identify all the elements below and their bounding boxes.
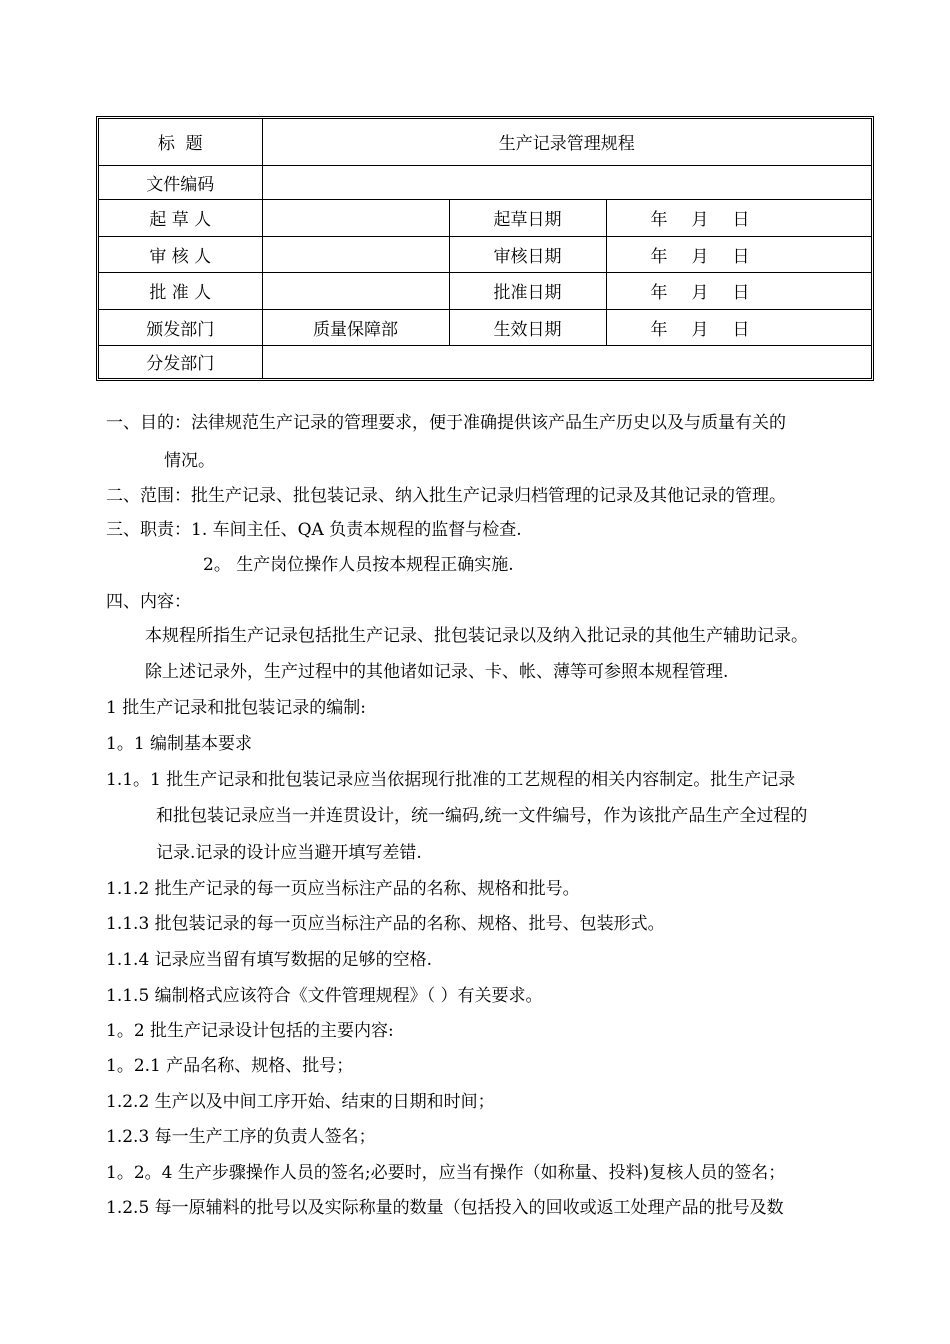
item-1-1-2: 1.1.2 批生产记录的每一页应当标注产品的名称、规格和批号。 — [106, 879, 580, 899]
month-label: 月 — [691, 210, 709, 230]
file-code-label: 文件编码 — [99, 165, 262, 199]
item-1-1-1-cont-1: 和批包装记录应当一并连贯设计，统一编码,统一文件编号，作为该批产品生产全过程的 — [156, 806, 808, 826]
approver-value — [262, 272, 449, 309]
duty-item-2: 2。 生产岗位操作人员按本规程正确实施. — [203, 555, 514, 575]
month-label: 月 — [691, 319, 709, 340]
item-1-1-5: 1.1.5 编制格式应该符合《文件管理规程》（ ）有关要求。 — [106, 986, 543, 1006]
item-1-2-5: 1.2.5 每一原辅料的批号以及实际称量的数量（包括投入的回收或返工处理产品的批号及数 — [106, 1198, 784, 1218]
year-label: 年 — [650, 319, 668, 340]
item-1-1-4: 1.1.4 记录应当留有填写数据的足够的空格. — [106, 950, 433, 970]
effective-date-label: 生效日期 — [449, 309, 606, 345]
content-paragraph-1: 本规程所指生产记录包括批生产记录、批包装记录以及纳入批记录的其他生产辅助记录。 — [145, 626, 808, 646]
file-code-value — [262, 165, 871, 199]
effective-date-value — [606, 309, 871, 345]
drafter-value — [262, 199, 449, 236]
section-1-heading: 1 批生产记录和批包装记录的编制: — [106, 698, 366, 718]
drafter-label: 起 草 人 — [99, 199, 262, 236]
item-1-2-2: 1.2.2 生产以及中间工序开始、结束的日期和时间； — [106, 1092, 495, 1112]
item-1-2-4: 1。2。4 生产步骤操作人员的签名;必要时，应当有操作（如称量、投料)复核人员的签名； — [106, 1163, 786, 1183]
approve-date-value — [606, 272, 871, 309]
distribute-dept-value — [262, 345, 871, 378]
approver-label: 批 准 人 — [99, 272, 262, 309]
year-label: 年 — [650, 283, 668, 303]
item-1-2-3: 1.2.3 每一生产工序的负责人签名； — [106, 1127, 376, 1147]
title-label: 标 题 — [99, 119, 262, 165]
draft-date-label: 起草日期 — [449, 199, 606, 236]
item-1-1-3: 1.1.3 批包装记录的每一页应当标注产品的名称、规格、批号、包装形式。 — [106, 914, 665, 934]
year-label: 年 — [650, 210, 668, 230]
item-1-2-1: 1。2.1 产品名称、规格、批号； — [106, 1056, 354, 1076]
year-label: 年 — [650, 246, 668, 267]
day-label: 日 — [732, 210, 750, 230]
content-paragraph-2: 除上述记录外，生产过程中的其他诸如记录、卡、帐、薄等可参照本规程管理. — [145, 662, 729, 682]
duty-item-1: 三、职责：1. 车间主任、QA 负责本规程的监督与检查. — [106, 520, 522, 540]
review-date-value — [606, 236, 871, 272]
reviewer-value — [262, 236, 449, 272]
section-1-1-heading: 1。1 编制基本要求 — [106, 734, 253, 754]
scope-paragraph: 二、范围：批生产记录、批包装记录、纳入批生产记录归档管理的记录及其他记录的管理。 — [106, 486, 786, 506]
content-heading: 四、内容： — [106, 592, 191, 612]
item-1-1-1: 1.1。1 批生产记录和批包装记录应当依据现行批准的工艺规程的相关内容制定。批生产记录 — [106, 770, 796, 790]
draft-date-value — [606, 199, 871, 236]
distribute-dept-label: 分发部门 — [99, 345, 262, 378]
approve-date-label: 批准日期 — [449, 272, 606, 309]
issue-dept-label: 颁发部门 — [99, 309, 262, 345]
item-1-1-1-cont-2: 记录.记录的设计应当避开填写差错. — [156, 843, 422, 863]
day-label: 日 — [732, 319, 750, 340]
month-label: 月 — [691, 283, 709, 303]
day-label: 日 — [732, 283, 750, 303]
purpose-paragraph: 一、目的：法律规范生产记录的管理要求，便于准确提供该产品生产历史以及与质量有关的 — [106, 413, 786, 433]
issue-dept-value: 质量保障部 — [262, 309, 449, 345]
review-date-label: 审核日期 — [449, 236, 606, 272]
day-label: 日 — [732, 246, 750, 267]
title-value: 生产记录管理规程 — [262, 119, 871, 165]
purpose-paragraph-cont: 情况。 — [164, 451, 215, 471]
month-label: 月 — [691, 246, 709, 267]
reviewer-label: 审 核 人 — [99, 236, 262, 272]
section-1-2-heading: 1。2 批生产记录设计包括的主要内容: — [106, 1021, 394, 1041]
document-header-table — [96, 116, 874, 381]
